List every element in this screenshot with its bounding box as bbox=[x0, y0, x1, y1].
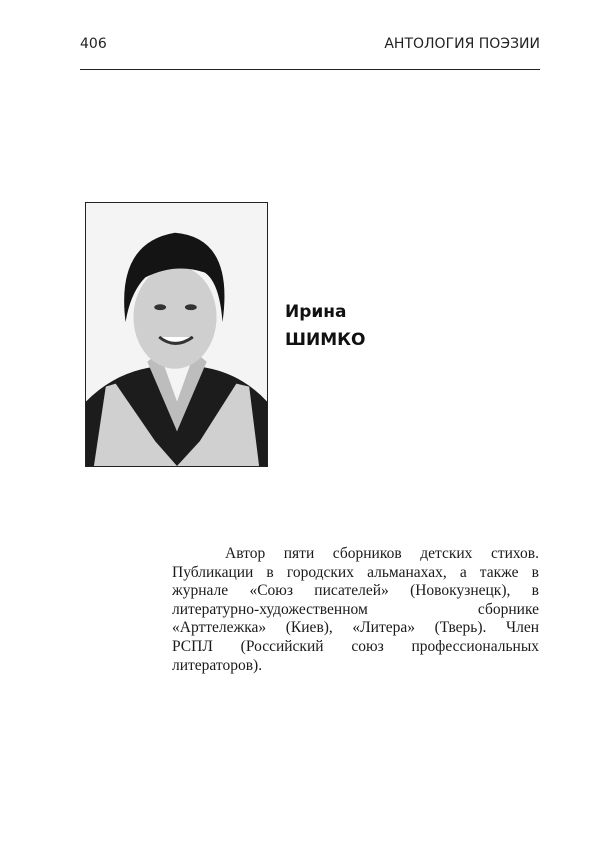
bio-line: литературно-художественном сборнике bbox=[172, 600, 539, 618]
bio-line: «Арттележка» (Киев), «Литера» (Тверь). Член bbox=[172, 619, 539, 637]
bio-line: РСПЛ (Российский союз профессиональных bbox=[172, 637, 539, 655]
author-bio bbox=[172, 545, 539, 675]
bio-line: журнале «Союз писателей» (Новокузнецк), в bbox=[172, 582, 539, 600]
author-photo bbox=[85, 202, 268, 467]
running-title: АНТОЛОГИЯ ПОЭЗИИ bbox=[384, 36, 540, 52]
page-number: 406 bbox=[80, 36, 107, 52]
bio-line: Публикации в городских альманахах, а также в bbox=[172, 563, 539, 581]
bio-line: Автор пяти сборников детских стихов. bbox=[225, 545, 539, 562]
author-last-name: ШИМКО bbox=[285, 330, 366, 350]
author-first-name: Ирина bbox=[285, 302, 347, 322]
bio-line: литераторов). bbox=[172, 656, 263, 674]
header-rule bbox=[80, 69, 540, 70]
